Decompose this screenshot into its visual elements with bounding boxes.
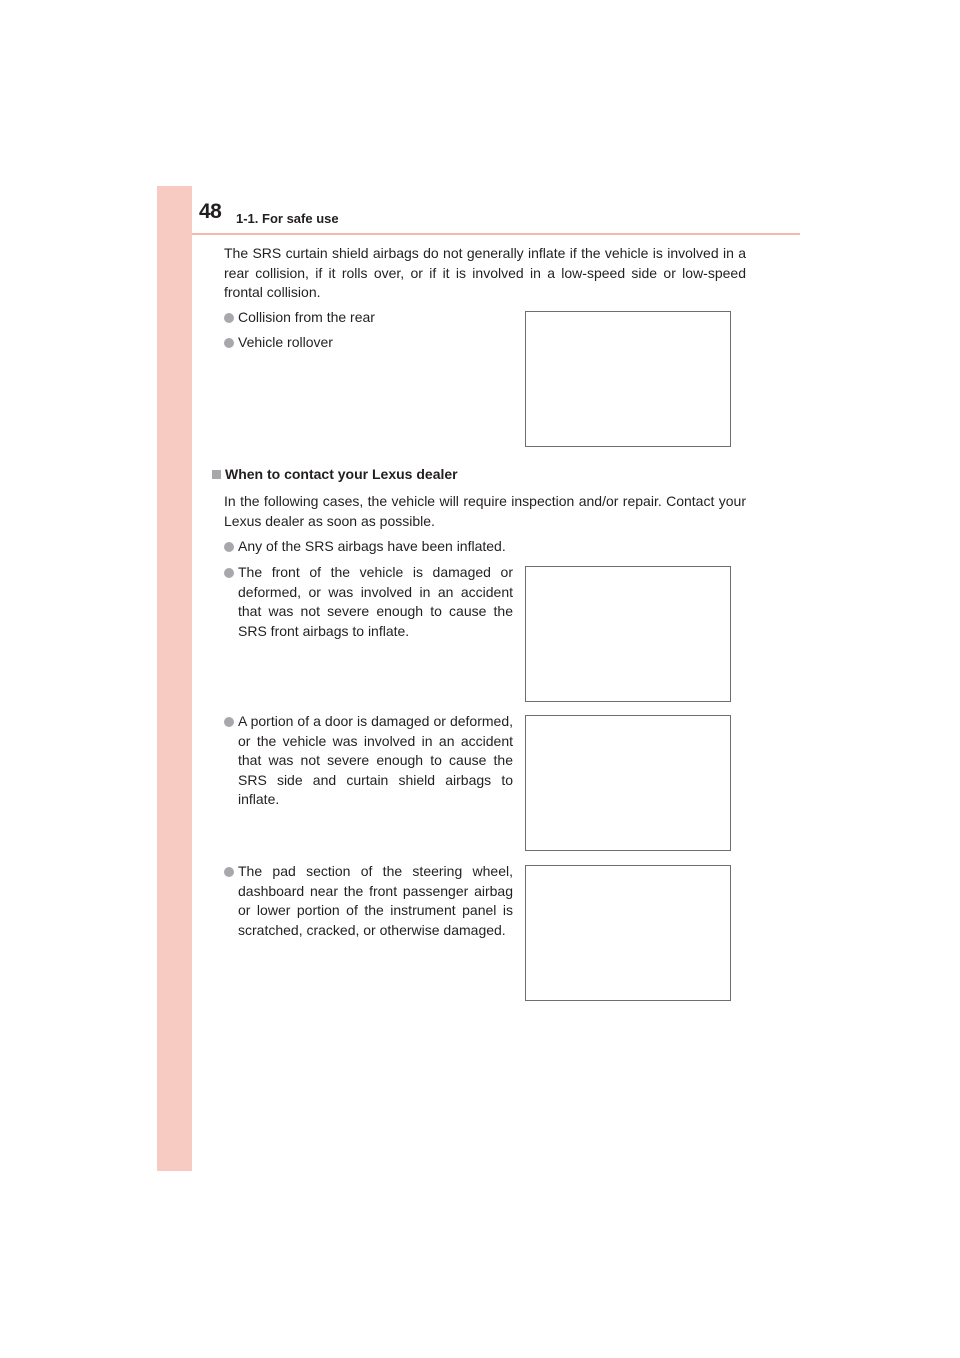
dealer-section-heading bbox=[212, 466, 458, 482]
sidebar-tab bbox=[157, 186, 192, 1171]
figure-front-damage bbox=[525, 566, 731, 702]
section-title: 1-1. For safe use bbox=[236, 211, 339, 226]
dealer-section-heading-text: When to contact your Lexus dealer bbox=[225, 466, 458, 482]
list-item-text: Any of the SRS airbags have been inflated. bbox=[238, 538, 506, 554]
bullet-icon bbox=[224, 338, 234, 348]
bullet-icon bbox=[224, 867, 234, 877]
figure-rear-collision-rollover bbox=[525, 311, 731, 447]
list-item bbox=[224, 862, 513, 940]
list-item-text: A portion of a door is damaged or deformed, or the vehicle was involved in an accident that was not severe enough to cause the SRS side and curtain shield airbags to inflate. bbox=[238, 713, 513, 807]
dealer-section-intro: In the following cases, the vehicle will require inspection and/or repair. Contact your Lexus dealer as soon as possible. bbox=[224, 493, 746, 529]
list-item bbox=[224, 712, 513, 810]
list-item bbox=[224, 537, 734, 557]
intro-paragraph: The SRS curtain shield airbags do not generally inflate if the vehicle is involved in a rear collision, if it rolls over, or if it is involved in a low-speed side or low-speed frontal collision. bbox=[224, 245, 746, 300]
figure-steering-dashboard-damage bbox=[525, 865, 731, 1001]
figure-door-damage bbox=[525, 715, 731, 851]
square-bullet-icon bbox=[212, 470, 221, 479]
header-rule bbox=[192, 233, 800, 235]
list-item bbox=[224, 333, 514, 353]
bullet-icon bbox=[224, 542, 234, 552]
list-item-text: The pad section of the steering wheel, dashboard near the front passenger airbag or lower portion of the instrument panel is scratched, cracked, or otherwise damaged. bbox=[238, 863, 513, 938]
list-item-text: Vehicle rollover bbox=[238, 334, 333, 350]
bullet-icon bbox=[224, 313, 234, 323]
page-number: 48 bbox=[199, 200, 222, 223]
list-item-text: Collision from the rear bbox=[238, 309, 375, 325]
list-item-text: The front of the vehicle is damaged or deformed, or was involved in an accident that was not severe enough to cause the SRS front airbags to inflate. bbox=[238, 564, 513, 639]
list-item bbox=[224, 563, 513, 641]
bullet-icon bbox=[224, 568, 234, 578]
list-item bbox=[224, 308, 514, 328]
bullet-icon bbox=[224, 717, 234, 727]
